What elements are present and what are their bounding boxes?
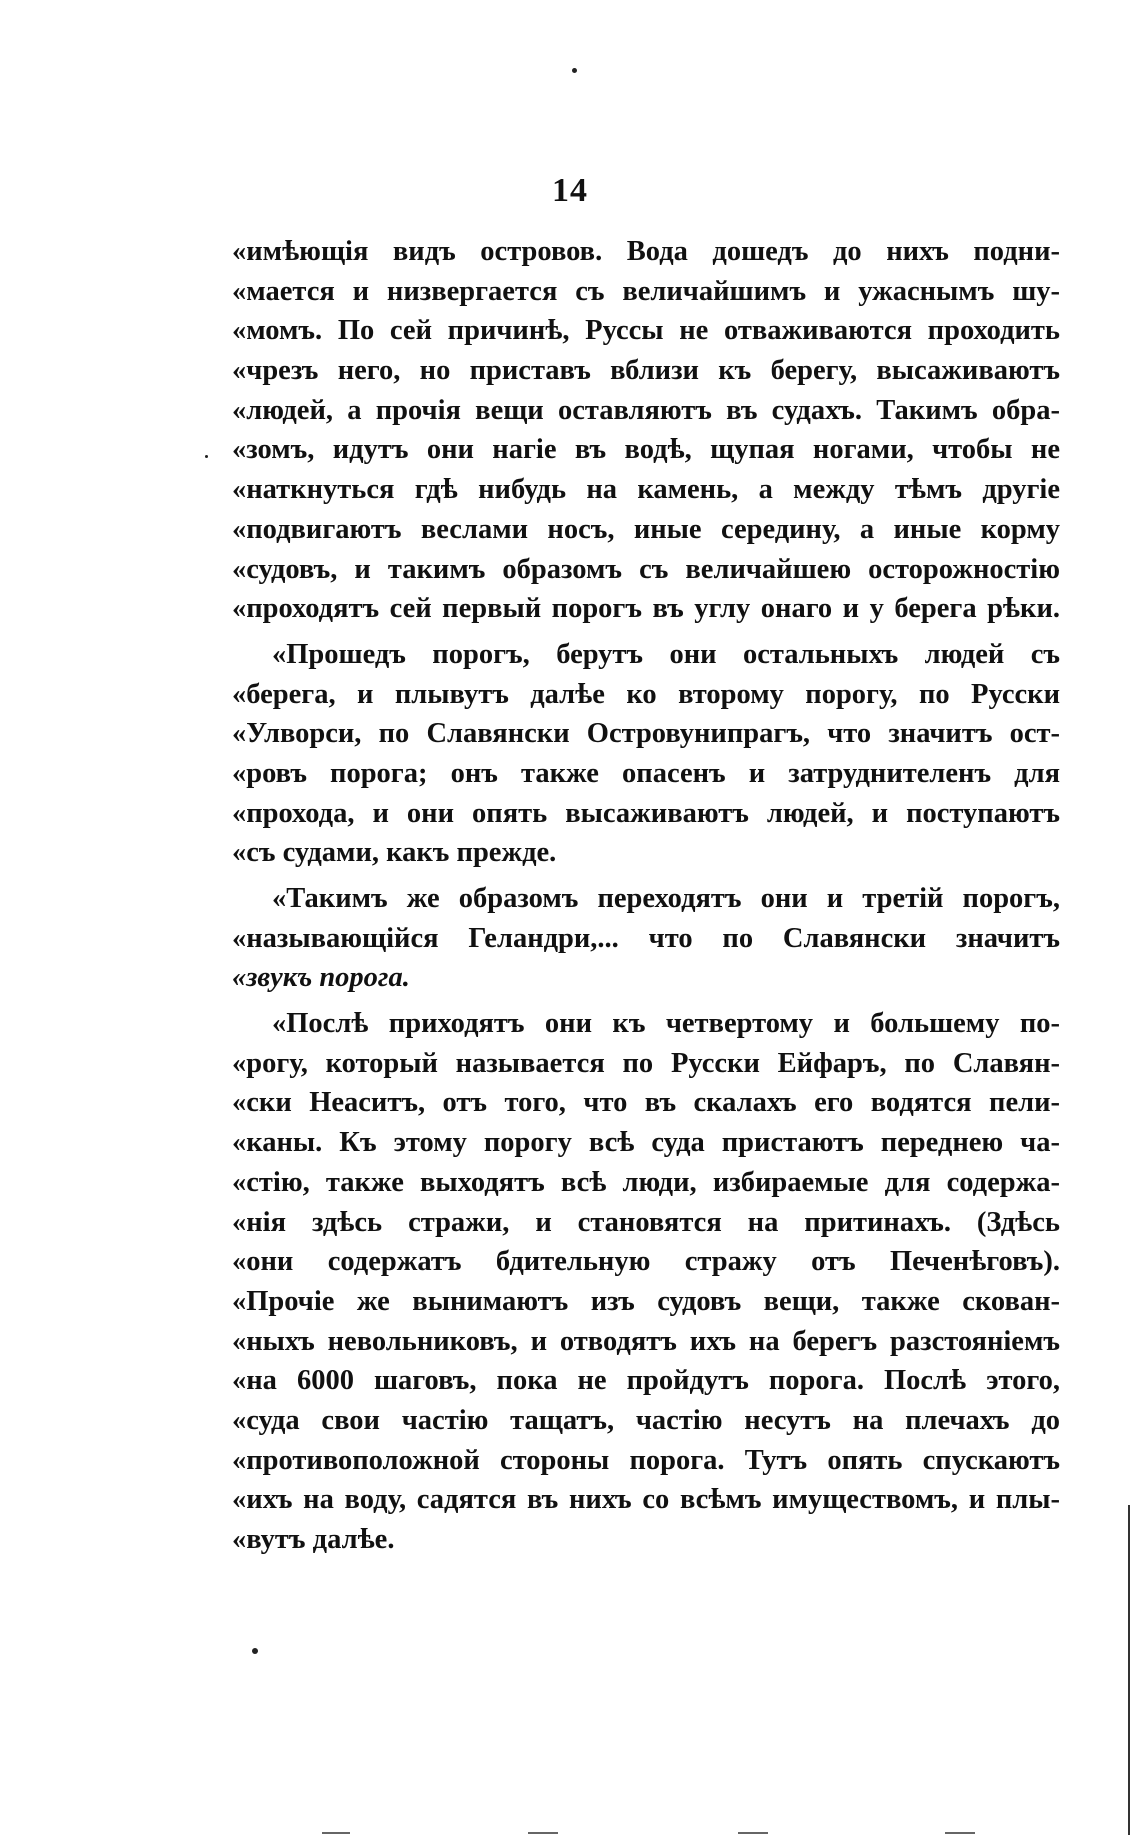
scan-edge-line — [738, 1832, 768, 1834]
text-line: «стію, также выходятъ всѣ люди, избираемые для содержа- — [232, 1166, 1060, 1198]
page-number: 14 — [552, 172, 588, 209]
text-line: «съ судами, какъ прежде. — [232, 837, 557, 869]
text-line: «наткнуться гдѣ нибудь на камень, а между тѣмъ другіе — [232, 474, 1060, 506]
text-line: «вутъ далѣе. — [232, 1524, 395, 1555]
text-line: «проходятъ сей первый порогъ въ углу онаго и у берега рѣки. — [232, 593, 1060, 625]
paragraph-3 — [232, 879, 1060, 998]
paragraph-2 — [232, 635, 1060, 873]
text-line: «чрезъ него, но приставъ вблизи къ берегу, высаживаютъ — [232, 355, 1060, 387]
text-line: «Послѣ приходятъ они къ четвертому и большему по- — [272, 1008, 1060, 1040]
text-line: «ровъ порога; онъ также опасенъ и затруднителенъ для — [232, 757, 1060, 789]
scan-speck — [252, 1648, 258, 1654]
text-line: «берега, и плывутъ далѣе ко второму порогу, по Русски — [232, 678, 1060, 710]
text-line: «Такимъ же образомъ переходятъ они и третій порогъ, — [272, 883, 1060, 914]
text-line: «называющійся Геландри,... что по Славянски значитъ — [232, 922, 1060, 954]
text-line: «нія здѣсь стражи, и становятся на притинахъ. (Здѣсь — [232, 1206, 1060, 1238]
text-line: «мается и низвергается съ величайшимъ и ужаснымъ шу- — [232, 275, 1060, 307]
text-line: «подвигаютъ веслами носъ, иные середину, а иные корму — [232, 513, 1060, 545]
scan-speck — [572, 68, 577, 73]
text-line: «суда свои частію тащатъ, частію несутъ на плечахъ до — [232, 1404, 1060, 1436]
text-line: «каны. Къ этому порогу всѣ суда пристаютъ переднею ча- — [232, 1127, 1060, 1159]
text-line: «Улворси, по Славянски Островунипрагъ, что значитъ ост- — [232, 718, 1060, 750]
text-line: «Прочіе же вынимаютъ изъ судовъ вещи, также скован- — [232, 1285, 1060, 1317]
text-line: «судовъ, и такимъ образомъ съ величайшею осторожностію — [232, 553, 1060, 585]
paragraph-1 — [232, 232, 1060, 629]
text-line: «людей, а прочія вещи оставляютъ въ судахъ. Такимъ обра- — [232, 394, 1060, 426]
body-text — [232, 232, 1060, 1560]
text-line: «ски Неаситъ, отъ того, что въ скалахъ его водятся пели- — [232, 1087, 1060, 1119]
scan-edge-line — [1128, 1505, 1130, 1835]
paragraph-4 — [232, 1004, 1060, 1560]
text-line: «зомъ, идутъ они нагіе въ водѣ, щупая ногами, чтобы не — [232, 434, 1060, 466]
scan-edge-line — [945, 1832, 975, 1834]
text-line: «звукъ порога. — [232, 962, 410, 994]
text-line: «они содержатъ бдительную стражу отъ Печенѣговъ). — [232, 1246, 1060, 1278]
text-line: «рогу, который называется по Русски Ейфаръ, по Славян- — [232, 1047, 1060, 1079]
text-line: «ныхъ невольниковъ, и отводятъ ихъ на берегъ разстояніемъ — [232, 1325, 1060, 1357]
scan-edge-line — [322, 1832, 350, 1834]
text-line: «на 6000 шаговъ, пока не пройдутъ порога. Послѣ этого, — [232, 1365, 1060, 1397]
text-line: «противоположной стороны порога. Тутъ опять спускаютъ — [232, 1444, 1060, 1476]
text-line: «имѣющія видъ островов. Вода дошедъ до нихъ подни- — [232, 236, 1060, 267]
text-line: «прохода, и они опять высаживаютъ людей, и поступаютъ — [232, 797, 1060, 829]
text-line: «Прошедъ порогъ, берутъ они остальныхъ людей съ — [272, 638, 1060, 670]
text-line: «момъ. По сей причинѣ, Руссы не отваживаются проходить — [232, 315, 1060, 347]
scan-edge-line — [528, 1832, 558, 1834]
text-line: «ихъ на воду, садятся въ нихъ со всѣмъ имуществомъ, и плы- — [232, 1484, 1060, 1516]
scan-speck — [205, 455, 208, 458]
